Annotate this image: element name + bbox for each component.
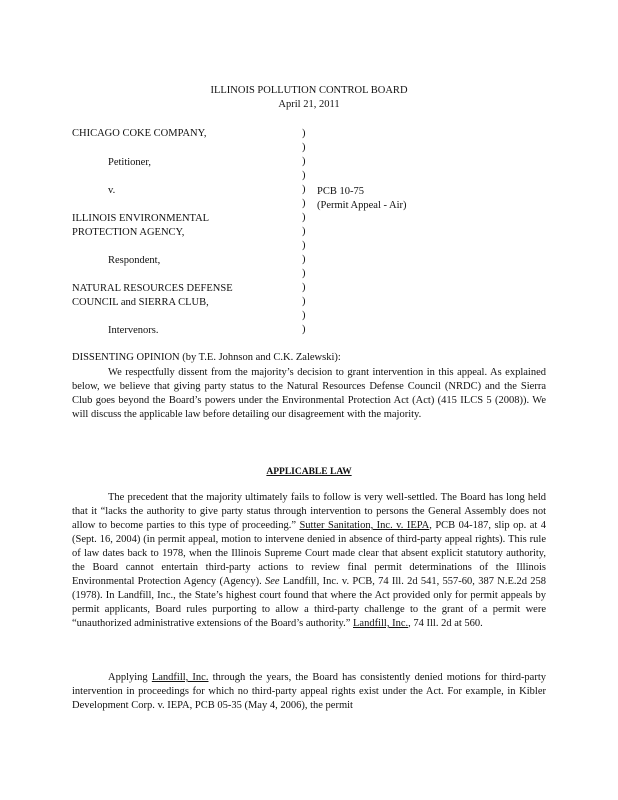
- caption-paren: ): [302, 296, 306, 307]
- caption-paren: ): [302, 198, 306, 209]
- caption-paren: ): [302, 282, 306, 293]
- petitioner-name: CHICAGO COKE COMPANY,: [72, 128, 207, 139]
- opinion-paragraph-2: [72, 491, 546, 631]
- petitioner-role: Petitioner,: [108, 157, 152, 168]
- paragraph-2-text-c: Landfill, Inc. v. PCB, 74 Ill. 2d 541, 557-60, 387 N.E.2d 258 (1978). In Landfill, Inc., the State’s highest court found that where the Act provided only for permit appeals by permit applicants, Board rules purporting to allow a third-party challenge to the grant of a permit were “unauthorized administrative extensions of the Board’s authority.”: [72, 576, 547, 629]
- case-number: PCB 10-75: [317, 186, 364, 197]
- case-number-block: [317, 185, 407, 213]
- citation-landfill-inc-2: Landfill, Inc.: [151, 672, 209, 683]
- paragraph-2-text-a: The precedent that the majority ultimately fails to follow is very well-settled. The Board has long held that it “lacks the authority to give party status through intervention to persons the General Assembly does not allow to become parties to this type of proceeding.”: [72, 492, 546, 531]
- paragraph-3-text-a: Applying: [108, 672, 152, 683]
- paragraph-3-text-b: through the years, the Board has consistently denied motions for third-party intervention in proceedings for which no third-party appeal rights exist under the Act. For example, in Kibler Development Corp. v. IEPA, PCB 05-35 (May 4, 2006), the permit: [72, 672, 547, 711]
- document-header: [0, 84, 618, 112]
- caption-paren: ): [302, 156, 306, 167]
- caption-paren: ): [302, 128, 306, 139]
- signal-see: See: [265, 576, 280, 587]
- opinion-paragraph-1: We respectfully dissent from the majority’s decision to grant intervention in this appeal. As explained below, we believe that giving party status to the Natural Resources Defense Council (NRDC) and the Sierra Club goes beyond the Board’s powers under the Environmental Protection Act (Act) (415 ILCS 5 (2008)). We will discuss the applicable law before detailing our disagreement with the majority.: [72, 367, 546, 420]
- caption-paren: ): [302, 310, 306, 321]
- respondent-name-2: PROTECTION AGENCY,: [72, 227, 185, 238]
- intervenor-name-2: COUNCIL and SIERRA CLUB,: [72, 297, 209, 308]
- intervenor-name-1: NATURAL RESOURCES DEFENSE: [72, 283, 233, 294]
- opinion-date: April 21, 2011: [278, 99, 340, 110]
- citation-sutter-sanitation: Sutter Sanitation, Inc. v. IEPA: [299, 520, 430, 531]
- opinion-paragraph-3: [72, 671, 546, 713]
- caption-paren: ): [302, 254, 306, 265]
- section-heading-text: APPLICABLE LAW: [266, 467, 352, 477]
- respondent-role: Respondent,: [108, 255, 161, 266]
- citation-landfill-inc: Landfill, Inc.: [353, 618, 409, 629]
- caption-paren: ): [302, 184, 306, 195]
- paragraph-2-text-b: , PCB 04-187, slip op. at 4 (Sept. 16, 2004) (in permit appeal, motion to intervene denied in absence of third-party appeal rights). This rule of law dates back to 1978, when the Illinois Supreme Court made clear that absent explicit statutory authority, the Board cannot entertain third-party actions to review final permit determinations of the Illinois Environmental Protection Agency (Agency).: [72, 520, 546, 587]
- caption-paren: ): [302, 324, 306, 335]
- caption-paren: ): [302, 212, 306, 223]
- caption-paren: ): [302, 268, 306, 279]
- agency-name: ILLINOIS POLLUTION CONTROL BOARD: [210, 85, 408, 96]
- caption-paren: ): [302, 142, 306, 153]
- intervenor-role: Intervenors.: [108, 325, 159, 336]
- caption-paren: ): [302, 170, 306, 181]
- caption-paren: ): [302, 226, 306, 237]
- dissenting-opinion-title: DISSENTING OPINION (by T.E. Johnson and C.K. Zalewski):: [72, 352, 341, 363]
- section-heading: [0, 467, 618, 477]
- versus: v.: [108, 185, 116, 196]
- paragraph-2-text-d: , 74 Ill. 2d at 560.: [408, 618, 483, 629]
- caption-paren: ): [302, 240, 306, 251]
- respondent-name-1: ILLINOIS ENVIRONMENTAL: [72, 213, 210, 224]
- case-type: (Permit Appeal - Air): [317, 200, 407, 211]
